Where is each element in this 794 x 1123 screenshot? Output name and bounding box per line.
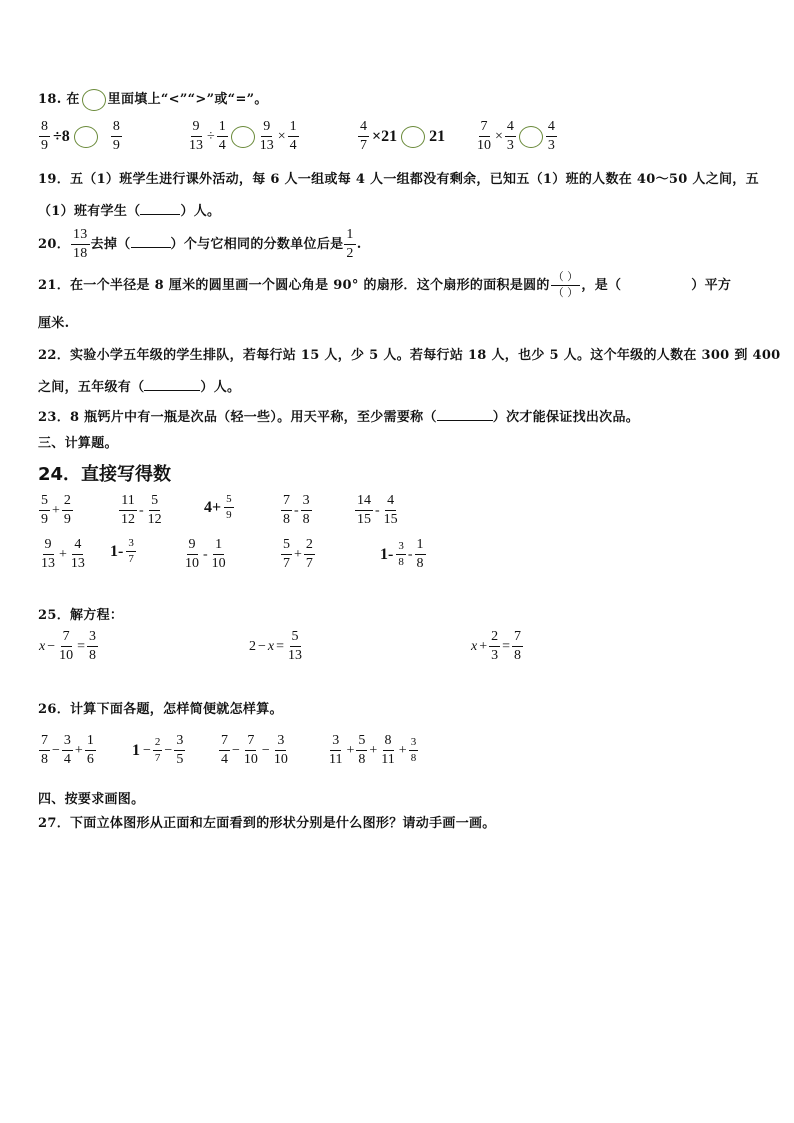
- q25-eq2: 2 − x = $\frac{5}{13}$: [249, 629, 303, 663]
- q25-eq1: x − $\frac{7}{10}$ = $\frac{3}{8}$: [39, 629, 97, 663]
- answer-blank[interactable]: [144, 390, 200, 391]
- section-4-heading: 四、按要求画图。: [38, 792, 145, 807]
- q26-expr1: $\frac{7}{8}$ − $\frac{3}{4}$ + $\frac{1}{6}$: [41, 733, 94, 767]
- q24-r1-4: $\frac{7}{8}$ - $\frac{3}{8}$: [283, 493, 310, 527]
- section-3-heading: 三、计算题。: [38, 436, 118, 451]
- q18-item-1: $\frac{8}{9}$ ÷8 $\frac{8}{9}$: [41, 119, 120, 153]
- q24-r1-1: $\frac{5}{9}$ + $\frac{2}{9}$: [41, 493, 71, 527]
- q23: 23．8 瓶钙片中有一瓶是次品（轻一些）。用天平称，至少需要称（ ）次才能保证找出次品。: [38, 410, 640, 425]
- q24-r1-3: 4+ $\frac{5}{9}$: [204, 493, 232, 521]
- q26-expr2: 1 − $\frac{2}{7}$ − $\frac{3}{5}$: [132, 733, 184, 767]
- q24-r1-2: $\frac{11}{12}$ - $\frac{5}{12}$: [121, 493, 162, 527]
- compare-circle[interactable]: [519, 126, 543, 148]
- q25-title: 25．解方程：: [38, 608, 124, 623]
- q24-r2-3: $\frac{9}{10}$ - $\frac{1}{10}$: [185, 537, 226, 571]
- answer-fraction-blank[interactable]: $\frac{( )}{( )}$: [552, 271, 579, 299]
- compare-circle[interactable]: [401, 126, 425, 148]
- q25-eq3: x + $\frac{2}{3}$ = $\frac{7}{8}$: [471, 629, 522, 663]
- q24-title: 24．直接写得数: [38, 464, 172, 485]
- q18-header: 18. 在 里面填上“<”“>”或“=”。: [38, 88, 268, 111]
- compare-circle[interactable]: [74, 126, 98, 148]
- q24-r2-1: $\frac{9}{13}$ + $\frac{4}{13}$: [41, 537, 85, 571]
- q18-item-2: $\frac{9}{13}$ ÷ $\frac{1}{4}$ $\frac{9}{13}$ × $\frac{1}{4}$: [189, 119, 297, 153]
- q20: 20． $\frac{13}{18}$ 去掉（ ）个与它相同的分数单位后是 $\frac{1}{2}$ .: [38, 227, 362, 261]
- answer-blank[interactable]: [437, 420, 493, 421]
- q21-line2: 厘米.: [38, 316, 70, 331]
- q24-r2-5: 1- $\frac{3}{8}$ - $\frac{1}{8}$: [380, 537, 424, 571]
- q19-line2: （1）班有学生（ ）人。: [38, 204, 221, 219]
- blank-circle[interactable]: [82, 89, 106, 111]
- q24-r2-4: $\frac{5}{7}$ + $\frac{2}{7}$: [283, 537, 313, 571]
- q19-line1: 19．五（1）班学生进行课外活动，每 6 人一组或每 4 人一组都没有剩余，已知五（1）班的人数在 40～50 人之间，五: [38, 172, 759, 187]
- q18-item-4: $\frac{7}{10}$ × $\frac{4}{3}$ $\frac{4}{3}$: [477, 119, 555, 153]
- q26-expr4: $\frac{3}{11}$ + $\frac{5}{8}$ + $\frac{8}{11}$ + $\frac{3}{8}$: [329, 733, 417, 767]
- q18-item-3: $\frac{4}{7}$ ×21 21: [360, 119, 446, 153]
- answer-blank[interactable]: [131, 247, 171, 248]
- q27: 27．下面立体图形从正面和左面看到的形状分别是什么图形？请动手画一画。: [38, 816, 496, 831]
- q22-line1: 22．实验小学五年级的学生排队，若每行站 15 人，少 5 人。若每行站 18 人，也少 5 人。这个年级的人数在 300 到 400: [38, 348, 781, 363]
- q26-expr3: $\frac{7}{4}$ − $\frac{7}{10}$ − $\frac{3}{10}$: [221, 733, 288, 767]
- q24-r2-2: 1- $\frac{3}{7}$: [110, 537, 134, 565]
- q21-line1: 21．在一个半径是 8 厘米的圆里画一个圆心角是 90° 的扇形．这个扇形的面积是圆的 $\frac{( )}{( )}$ ，是（ ）平方: [38, 271, 732, 299]
- q26-title: 26．计算下面各题，怎样简便就怎样算。: [38, 702, 283, 717]
- q24-r1-5: $\frac{14}{15}$ - $\frac{4}{15}$: [357, 493, 398, 527]
- compare-circle[interactable]: [231, 126, 255, 148]
- q22-line2: 之间，五年级有（ ）人。: [38, 380, 241, 395]
- answer-blank[interactable]: [140, 214, 180, 215]
